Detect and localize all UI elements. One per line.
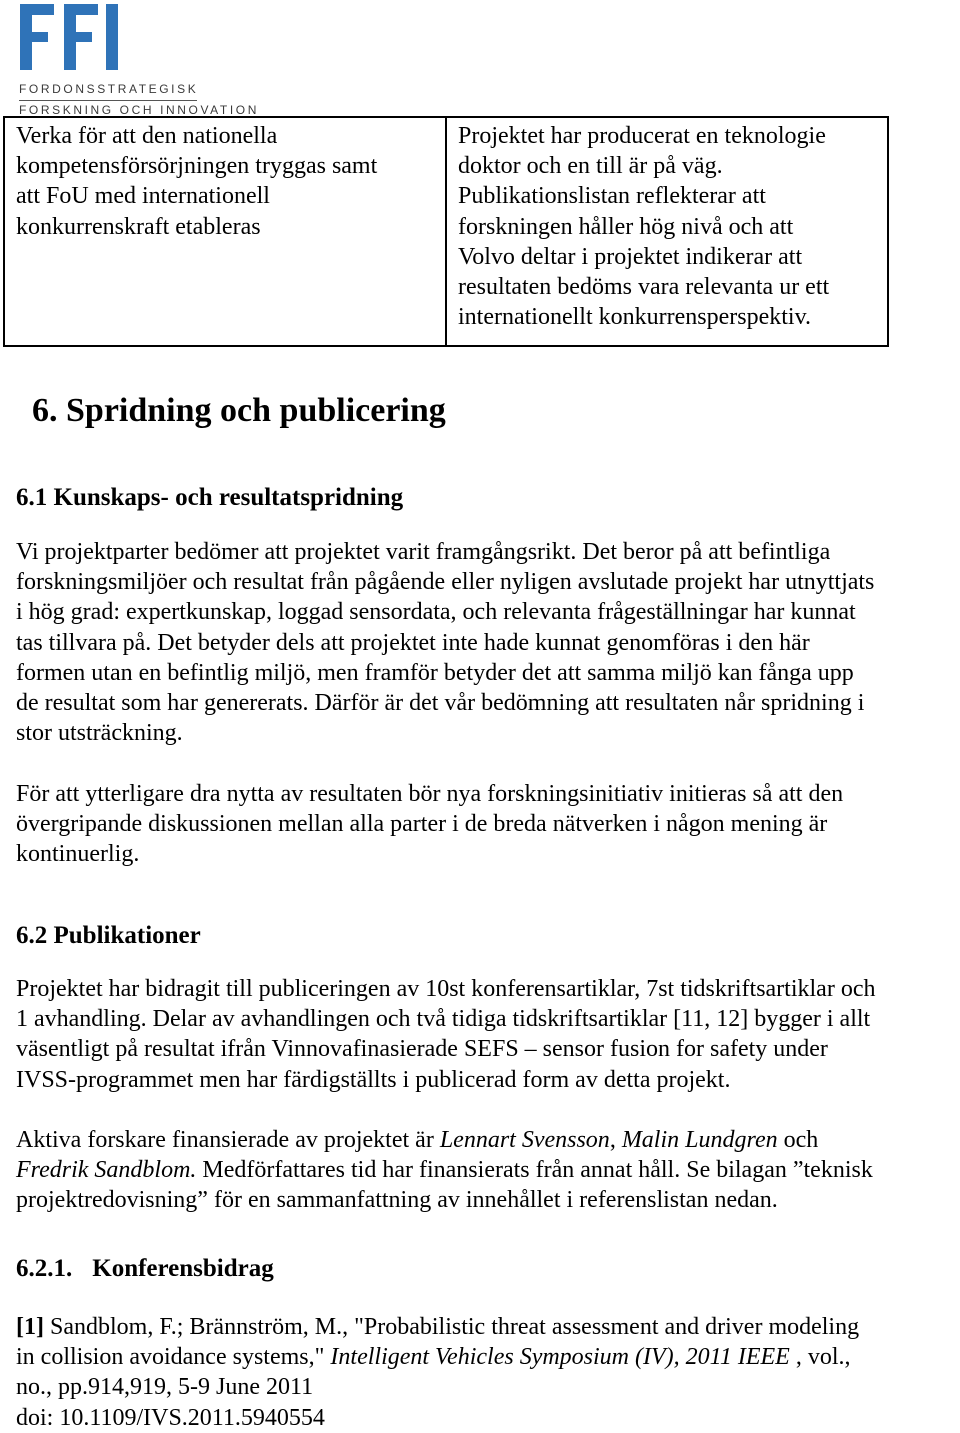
logo-tagline-1: FORDONSSTRATEGISK bbox=[19, 82, 199, 96]
text-fragment: , bbox=[609, 1127, 622, 1153]
text-line bbox=[16, 1312, 960, 1342]
text-fragment: in collision avoidance systems," bbox=[16, 1344, 331, 1371]
reference-number: [1] bbox=[16, 1314, 44, 1340]
ffi-logo-mark bbox=[18, 2, 122, 74]
text-line: forskningsmiljöer och resultat från pågående eller nyligen avslutade projekt har utnyttjats bbox=[16, 569, 875, 596]
section-heading-6-2-1 bbox=[16, 1255, 274, 1283]
ffi-logo bbox=[16, 2, 259, 120]
assessment-cell bbox=[446, 117, 888, 346]
text-line: IVSS-programmet men har färdigställts i publicerad form av detta projekt. bbox=[16, 1066, 731, 1093]
text-line: Projektet har bidragit till publiceringen av 10st konferensartiklar, 7st tidskriftsartiklar och bbox=[16, 976, 876, 1002]
assessment-line: forskningen håller hög nivå och att bbox=[458, 213, 794, 240]
table-row bbox=[4, 117, 888, 346]
text-fragment: , vol., bbox=[789, 1344, 851, 1371]
logo-tagline-2: FORSKNING OCH INNOVATION bbox=[19, 103, 259, 117]
assessment-line: Publikationslistan reflekterar att bbox=[458, 183, 766, 210]
reference-1 bbox=[16, 1312, 960, 1433]
assessment-line: resultaten bedöms vara relevanta ur ett bbox=[458, 274, 830, 301]
section-heading-6-1: 6.1 Kunskaps- och resultatspridning bbox=[16, 484, 404, 511]
section-heading-6: 6. Spridning och publicering bbox=[32, 392, 446, 429]
text-line: de resultat som har genererats. Därför är det vår bedömning att resultaten når spridning i bbox=[16, 690, 865, 717]
text-line bbox=[16, 1125, 960, 1155]
goal-cell bbox=[4, 117, 446, 346]
text-line: 1 avhandling. Delar av avhandlingen och två tidiga tidskriftsartiklar [11, 12] bygger i allt bbox=[16, 1006, 871, 1033]
text-fragment: och bbox=[777, 1127, 819, 1153]
text-line: För att ytterligare dra nytta av resultaten bör nya forskningsinitiativ initieras så att den bbox=[16, 781, 844, 807]
goal-line: Verka för att den nationella bbox=[16, 123, 278, 149]
paragraph-further-use bbox=[16, 779, 960, 870]
logo-rule bbox=[19, 100, 197, 101]
goal-line: konkurrenskraft etableras bbox=[16, 213, 261, 240]
text-fragment: Medförfattares tid har finansierats från annat håll. Se bilagan ”teknisk bbox=[196, 1157, 873, 1184]
goal-line: kompetensförsörjningen tryggas samt bbox=[16, 153, 378, 180]
paragraph-knowledge-spread bbox=[16, 537, 960, 748]
section-number: 6.2.1. bbox=[16, 1255, 73, 1282]
assessment-line: Volvo deltar i projektet indikerar att bbox=[458, 243, 803, 270]
text-line: väsentligt på resultat ifrån Vinnovafinasierade SEFS – sensor fusion for safety under bbox=[16, 1036, 828, 1063]
text-fragment: Aktiva forskare finansierade av projektet är bbox=[16, 1127, 440, 1153]
reference-venue: Intelligent Vehicles Symposium (IV), 2011 IEEE bbox=[330, 1344, 790, 1371]
text-line bbox=[16, 1342, 960, 1372]
text-line: tas tillvara på. Det betyder dels att projektet inte hade kunnat genomföras i den här bbox=[16, 629, 810, 656]
researcher-name: Fredrik Sandblom. bbox=[16, 1157, 197, 1184]
assessment-line: internationellt konkurrensperspektiv. bbox=[458, 304, 812, 331]
paragraph-researchers bbox=[16, 1125, 960, 1216]
goal-line: att FoU med internationell bbox=[16, 183, 270, 210]
researcher-name: Malin Lundgren bbox=[621, 1127, 778, 1153]
text-line bbox=[16, 1155, 960, 1185]
assessment-line: doktor och en till är på väg. bbox=[458, 153, 723, 180]
text-line: övergripande diskussionen mellan alla parter i de breda nätverken i någon mening är bbox=[16, 811, 828, 838]
researcher-name: Lennart Svensson bbox=[439, 1127, 610, 1153]
text-fragment: Sandblom, F.; Brännström, M., "Probabilistic threat assessment and driver modeling bbox=[43, 1314, 860, 1340]
goal-assessment-table bbox=[3, 116, 889, 347]
text-line: Vi projektparter bedömer att projektet varit framgångsrikt. Det beror på att befintliga bbox=[16, 539, 831, 565]
text-line: formen utan en befintlig miljö, men framför betyder det att samma miljö kan fånga upp bbox=[16, 659, 854, 686]
assessment-line: Projektet har producerat en teknologie bbox=[458, 123, 826, 149]
text-line: stor utsträckning. bbox=[16, 720, 183, 747]
section-heading-6-2: 6.2 Publikationer bbox=[16, 922, 201, 949]
text-line: i hög grad: expertkunskap, loggad sensordata, och relevanta frågeställningar har kunnat bbox=[16, 599, 856, 626]
text-line: kontinuerlig. bbox=[16, 841, 140, 868]
text-line: no., pp.914,919, 5-9 June 2011 bbox=[16, 1374, 314, 1401]
text-line: projektredovisning” för en sammanfattning av innehållet i referenslistan nedan. bbox=[16, 1187, 778, 1214]
reference-doi: doi: 10.1109/IVS.2011.5940554 bbox=[16, 1404, 325, 1431]
paragraph-publications bbox=[16, 974, 960, 1095]
section-title: Konferensbidrag bbox=[92, 1255, 274, 1282]
